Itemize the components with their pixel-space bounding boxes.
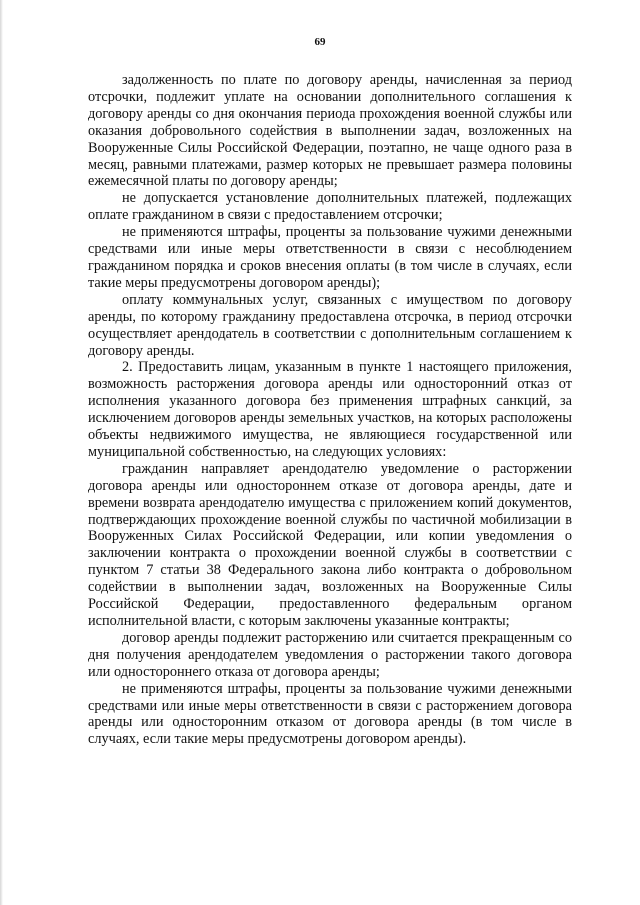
paragraph-no-penalties-termination: не применяются штрафы, проценты за пользование чужими денежными средствами или иные меры ответственности в связи с расторжением договора аренды или односторонним отказом от договора аренды (в том числе в случаях, если такие меры предусмотрены договором аренды).: [88, 680, 572, 748]
paragraph-notification: гражданин направляет арендодателю уведомление о расторжении договора аренды или одностороннем отказе от договора аренды, дате и времени возврата арендодателю имущества с приложением копий документов, подтверждающих прохождение военной службы по частичной мобилизации в Вооруженных Силах Российской Федерации, или копии уведомления о заключении контракта о прохождении военной службы в соответствии с пунктом 7 статьи 38 Федерального закона либо контракта о добровольном содействии в выполнении задач, возложенных на Вооруженные Силы Российской Федерации, предоставленного федеральным органом исполнительной власти, с которым заключены указанные контракты;: [88, 460, 572, 629]
paragraph-no-penalties-payment: не применяются штрафы, проценты за пользование чужими денежными средствами или иные меры ответственности в связи с несоблюдением гражданином порядка и сроков внесения оплаты (в том числе в случаях, если такие меры предусмотрены договором аренды);: [88, 224, 572, 291]
paragraph-termination: договор аренды подлежит расторжению или считается прекращенным со дня получения арендодателем уведомления о расторжении такого договора или одностороннего отказа от договора аренды;: [88, 629, 572, 680]
paragraph-utilities: оплату коммунальных услуг, связанных с имуществом по договору аренды, по которому гражданину предоставлена отсрочка, в период отсрочки осуществляет арендодатель в соответствии с дополнительным соглашением к договору аренды.: [88, 291, 572, 359]
paragraph-no-extra-payments: не допускается установление дополнительных платежей, подлежащих оплате гражданином в связи с предоставлением отсрочки;: [88, 190, 572, 224]
paragraph-debt-repayment: задолженность по плате по договору аренды, начисленная за период отсрочки, подлежит уплате на основании дополнительного соглашения к договору аренды со дня окончания периода прохождения военной службы или оказания добровольного содействия в выполнении задач, возложенных на Вооруженные Силы Российской Федерации, поэтапно, не чаще одного раза в месяц, равными платежами, размер которых не превышает размера половины ежемесячной платы по договору аренды;: [88, 72, 572, 190]
paragraph-item-2: 2. Предоставить лицам, указанным в пункте 1 настоящего приложения, возможность расторжения договора аренды или односторонний отказ от исполнения указанного договора без применения штрафных санкций, за исключением договоров аренды земельных участков, на которых расположены объекты недвижимого имущества, не являющиеся государственной или муниципальной собственностью, на следующих условиях:: [88, 359, 572, 460]
scan-edge-shadow: [0, 0, 3, 905]
page-number: 69: [314, 36, 326, 48]
body-text: [88, 72, 572, 748]
